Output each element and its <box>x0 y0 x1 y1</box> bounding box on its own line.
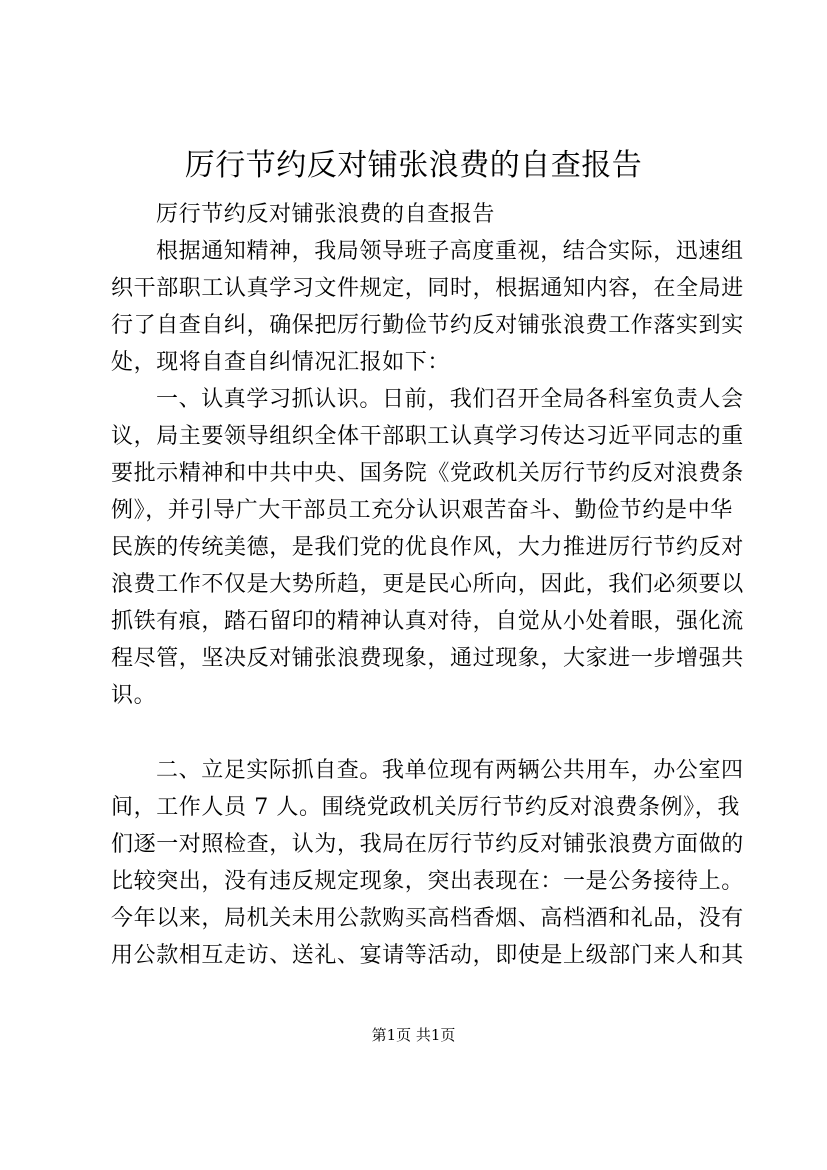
text-line: 浪费工作不仅是大势所趋，更是民心所向，因此，我们必须要以 <box>111 572 744 597</box>
text-line: 处，现将自查自纠情况汇报如下： <box>111 350 451 375</box>
text-line: 根据通知精神，我局领导班子高度重视，结合实际，迅速组 <box>156 239 744 264</box>
text-line: 议，局主要领导组织全体干部职工认真学习传达习近平同志的重 <box>111 424 744 449</box>
text-line: 二、立足实际抓自查。我单位现有两辆公共用车，办公室四 <box>156 758 744 783</box>
text-line: 今年以来，局机关未用公款购买高档香烟、高档酒和礼品，没有 <box>111 906 744 931</box>
text-line: 厉行节约反对铺张浪费的自查报告 <box>156 202 496 227</box>
text-line: 间，工作人员 7 人。围绕党政机关厉行节约反对浪费条例》，我 <box>111 795 740 820</box>
text-line: 程尽管，坚决反对铺张浪费现象，通过现象，大家进一步增强共 <box>111 646 744 671</box>
document-body <box>111 196 744 974</box>
document-title: 厉行节约反对铺张浪费的自查报告 <box>184 148 643 183</box>
text-line <box>111 714 735 752</box>
text-line: 比较突出，没有违反规定现象，突出表现在：一是公务接待上。 <box>111 869 744 894</box>
text-line: 用公款相互走访、送礼、宴请等活动，即使是上级部门来人和其 <box>111 943 744 968</box>
text-line: 例》，并引导广大干部员工充分认识艰苦奋斗、勤俭节约是中华 <box>111 498 733 523</box>
text-line: 民族的传统美德，是我们党的优良作风，大力推进厉行节约反对 <box>111 535 744 560</box>
text-line: 一、认真学习抓认识。日前，我们召开全局各科室负责人会 <box>156 387 744 412</box>
text-line: 织干部职工认真学习文件规定，同时，根据通知内容，在全局进 <box>111 276 744 301</box>
text-line: 要批示精神和中共中央、国务院《党政机关厉行节约反对浪费条 <box>111 461 744 486</box>
text-line: 识。 <box>111 683 157 708</box>
page-footer: 第1页 共1页 <box>371 1026 456 1044</box>
text-line: 们逐一对照检查，认为，我局在厉行节约反对铺张浪费方面做的 <box>111 832 744 857</box>
text-line: 抓铁有痕，踏石留印的精神认真对待，自觉从小处着眼，强化流 <box>111 609 744 634</box>
text-line: 行了自查自纠，确保把厉行勤俭节约反对铺张浪费工作落实到实 <box>111 313 744 338</box>
